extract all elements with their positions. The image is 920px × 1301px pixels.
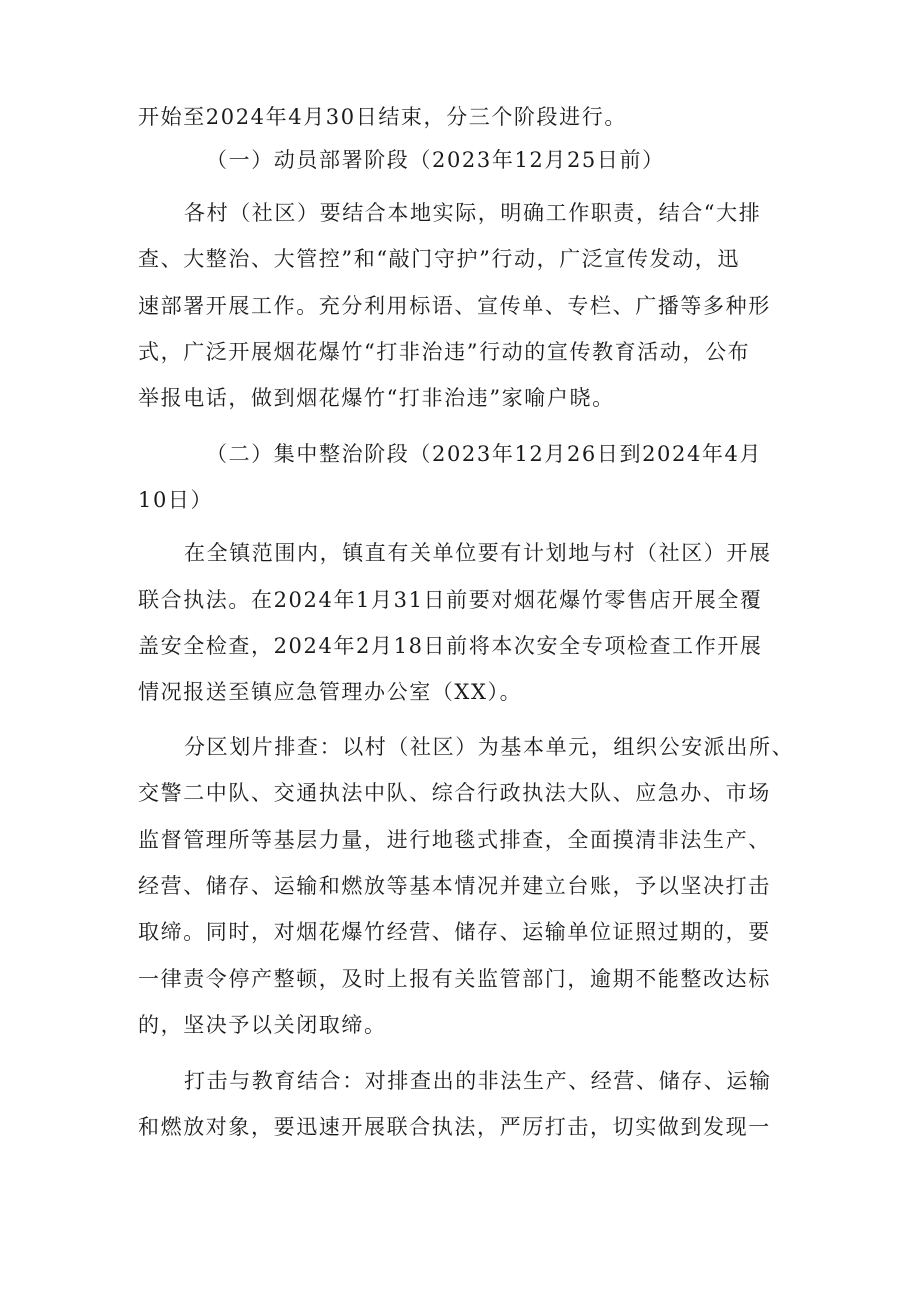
section-heading-2-continued: 10日） [138, 488, 214, 512]
text-line: 交警二中队、交通执法中队、综合行政执法大队、应急办、市场 [138, 781, 771, 805]
section-heading-2: （二）集中整治阶段（2023年12月26日到2024年4月 [206, 442, 763, 466]
text-line: 各村（社区）要结合本地实际，明确工作职责，结合“大排 [184, 201, 762, 225]
text-line: 监督管理所等基层力量，进行地毯式排查，全面摸清非法生产、 [138, 828, 771, 852]
text-line: 在全镇范围内，镇直有关单位要有计划地与村（社区）开展 [184, 541, 772, 565]
text-line: 查、大整治、大管控”和“敲门守护”行动，广泛宣传发动，迅 [138, 247, 741, 271]
text-line: 举报电话，做到烟花爆竹“打非治违”家喻户晓。 [138, 386, 615, 410]
text-line: 打击与教育结合：对排查出的非法生产、经营、储存、运输 [184, 1069, 772, 1093]
text-line: 情况报送至镇应急管理办公室（XX）。 [138, 680, 523, 704]
text-line: 经营、储存、运输和燃放等基本情况并建立台账，予以坚决打击 [138, 874, 771, 898]
text-line: 速部署开展工作。充分利用标语、宣传单、专栏、广播等多种形 [138, 294, 771, 318]
text-line: 联合执法。在2024年1月31日前要对烟花爆竹零售店开展全覆 [138, 588, 763, 612]
text-line: 盖安全检查，2024年2月18日前将本次安全专项检查工作开展 [138, 634, 763, 658]
text-line: 一律责令停产整顿，及时上报有关监管部门，逾期不能整改达标 [138, 967, 771, 991]
text-line: 的，坚决予以关闭取缔。 [138, 1013, 387, 1037]
text-line: 式，广泛开展烟花爆竹“打非治违”行动的宣传教育活动，公布 [138, 340, 751, 364]
text-line: 和燃放对象，要迅速开展联合执法，严厉打击，切实做到发现一 [138, 1115, 771, 1139]
section-heading-1: （一）动员部署阶段（2023年12月25日前） [206, 148, 665, 172]
text-line: 分区划片排查：以村（社区）为基本单元，组织公安派出所、 [184, 735, 795, 759]
text-line: 开始至2024年4月30日结束，分三个阶段进行。 [138, 105, 627, 129]
text-line: 取缔。同时，对烟花爆竹经营、储存、运输单位证照过期的，要 [138, 920, 771, 944]
